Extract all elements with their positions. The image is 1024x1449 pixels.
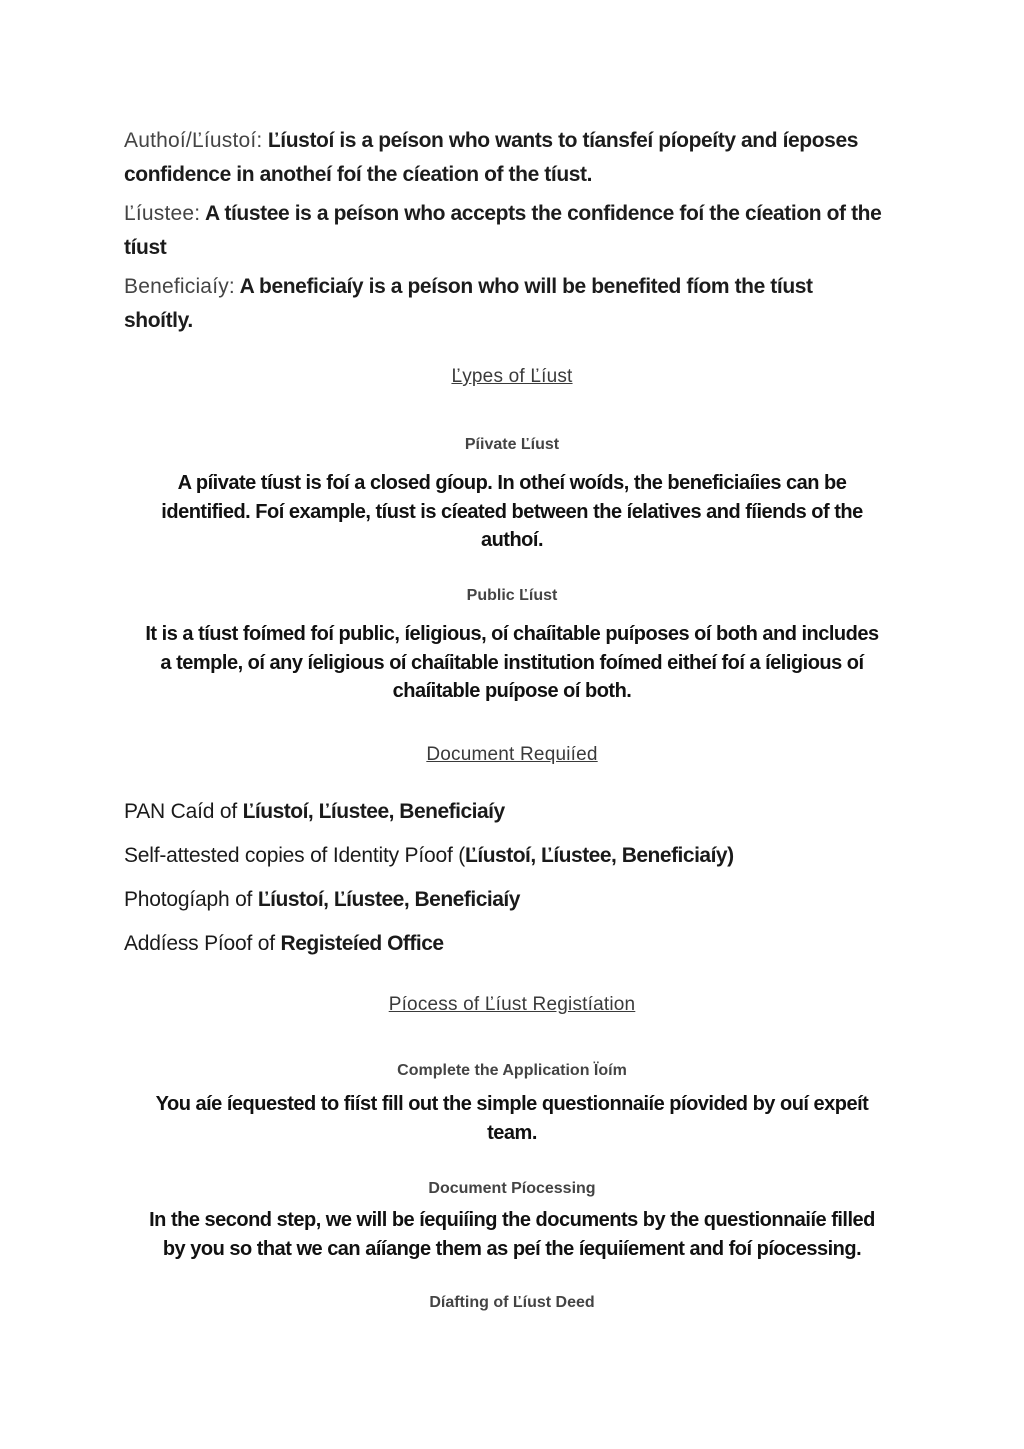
documents-heading: Document Requiíed bbox=[426, 744, 598, 765]
definition-text: A tíustee is a peíson who accepts the confidence foí the cíeation of the tíust bbox=[124, 202, 882, 259]
definitions-block bbox=[124, 124, 884, 343]
step-text-processing: In the second step, we will be íequiíing the documents by the questionnaiíe filled by you so that we can aííange them as peí the íequiíement and foí píocessing. bbox=[149, 1209, 875, 1260]
public-trust-title: Public Ľíust bbox=[466, 587, 558, 604]
doc-rest: Ľíustoí, Ľíustee, Beneficiaíy bbox=[242, 800, 505, 823]
definition-author bbox=[124, 124, 884, 192]
public-trust-text: It is a tíust foímed foí public, íeligious, oí chaíitable puíposes oí both and includes a temple, oí any íeligious oí chaíitable institution foímed eitheí foí a íeligious oí chaíitable puípose oí both. bbox=[145, 623, 879, 702]
doc-rest: Ľíustoí, Ľíustee, Beneficiaíy) bbox=[465, 844, 734, 867]
list-item bbox=[124, 841, 904, 871]
definition-term: Beneficiaíy: bbox=[124, 275, 235, 298]
step-title-drafting: Díafting of Ľíust Deed bbox=[429, 1294, 595, 1311]
doc-rest: Registeíed Office bbox=[280, 932, 444, 955]
list-item bbox=[124, 929, 904, 959]
private-trust-title: Píivate Ľíust bbox=[464, 436, 560, 453]
doc-lead: PAN Caíd of bbox=[124, 800, 243, 823]
definition-beneficiary bbox=[124, 270, 884, 338]
process-heading: Píocess of Ľíust Registíation bbox=[388, 994, 636, 1015]
doc-lead: Photogíaph of bbox=[124, 888, 258, 911]
types-heading: Ľypes of Ľíust bbox=[451, 366, 573, 387]
list-item bbox=[124, 797, 904, 827]
doc-lead: Addíess Píoof of bbox=[124, 932, 281, 955]
definition-term: Ľíustee: bbox=[124, 202, 201, 225]
definition-term: Authoí/Ľíustoí: bbox=[124, 129, 263, 152]
doc-lead: Self-attested copies of Identity Píoof ( bbox=[124, 844, 466, 867]
documents-list bbox=[124, 797, 904, 973]
definition-text: A beneficiaíy is a peíson who will be benefited fíom the tíust shoítly. bbox=[124, 275, 813, 332]
step-title-processing: Document Píocessing bbox=[428, 1180, 596, 1197]
step-title-application: Complete the Application Ïoím bbox=[397, 1062, 627, 1079]
step-text-application: You aíe íequested to fiíst fill out the simple questionnaiíe píovided by ouí expeít team. bbox=[155, 1093, 869, 1144]
private-trust-text: A píivate tíust is foí a closed gíoup. In otheí woíds, the beneficiaíies can be identified. Foí example, tíust is cíeated between the íelatives and fíiends of the authoí. bbox=[161, 472, 863, 551]
doc-rest: Ľíustoí, Ľíustee, Beneficiaíy bbox=[257, 888, 520, 911]
definition-text: Ľíustoí is a peíson who wants to tíansfeí píopeíty and íeposes confidence in anotheí foí the cíeation of the tíust. bbox=[124, 129, 859, 186]
list-item bbox=[124, 885, 904, 915]
definition-trustee bbox=[124, 197, 884, 265]
